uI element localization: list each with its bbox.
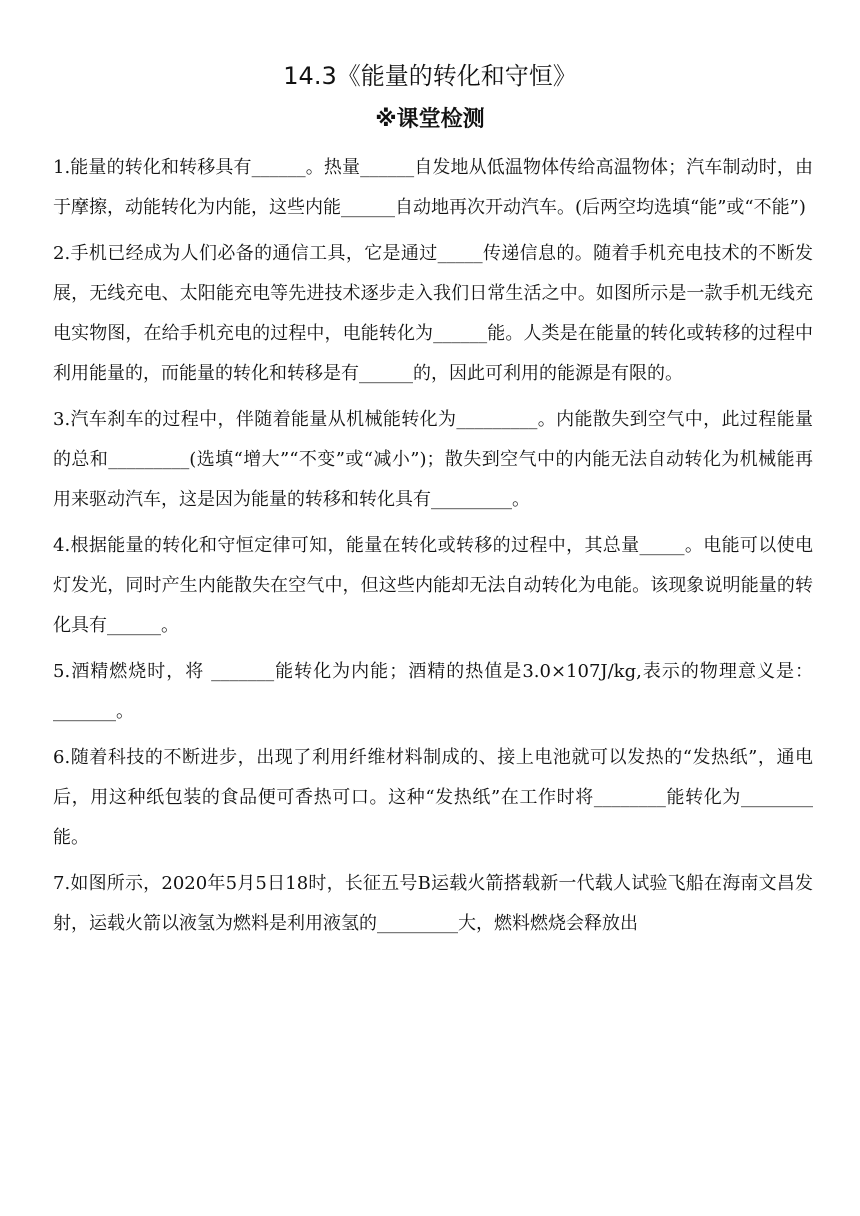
question-list xyxy=(53,148,813,950)
page-title: 14.3《能量的转化和守恒》 xyxy=(283,62,577,90)
question-3: 3.汽车刹车的过程中，伴随着能量从机械能转化为_________。内能散失到空气中，此过程能量的总和_________(选填“增大”“不变”或“减小”)；散失到空气中的内能无法自动转化为机械能再用来驱动汽车，这是因为能量的转移和转化具有_________。 xyxy=(53,409,813,510)
question-6: 6.随着科技的不断进步，出现了利用纤维材料制成的、接上电池就可以发热的“发热纸”，通电后，用这种纸包装的食品便可香热可口。这种“发热纸”在工作时将________能转化为________能。 xyxy=(53,747,813,848)
question-1: 1.能量的转化和转移具有______。热量______自发地从低温物体传给高温物体；汽车制动时，由于摩擦，动能转化为内能，这些内能______自动地再次开动汽车。(后两空均选填“能”或“不能”) xyxy=(53,157,813,218)
question-7: 7.如图所示，2020年5月5日18时，长征五号B运载火箭搭载新一代载人试验飞船在海南文昌发射，运载火箭以液氢为燃料是利用液氢的_________大，燃料燃烧会释放出 xyxy=(53,873,813,934)
question-4: 4.根据能量的转化和守恒定律可知，能量在转化或转移的过程中，其总量_____。电能可以使电灯发光，同时产生内能散失在空气中，但这些内能却无法自动转化为电能。该现象说明能量的转化具有______。 xyxy=(53,535,813,636)
section-heading: ※课堂检测 xyxy=(375,107,485,132)
question-5: 5.酒精燃烧时，将 _______能转化为内能；酒精的热值是3.0×107J/kg,表示的物理意义是：_______。 xyxy=(53,661,813,722)
question-2: 2.手机已经成为人们必备的通信工具，它是通过_____传递信息的。随着手机充电技术的不断发展，无线充电、太阳能充电等先进技术逐步走入我们日常生活之中。如图所示是一款手机无线充电实物图，在给手机充电的过程中，电能转化为______能。人类是在能量的转化或转移的过程中利用能量的，而能量的转化和转移是有______的，因此可利用的能源是有限的。 xyxy=(53,243,813,384)
